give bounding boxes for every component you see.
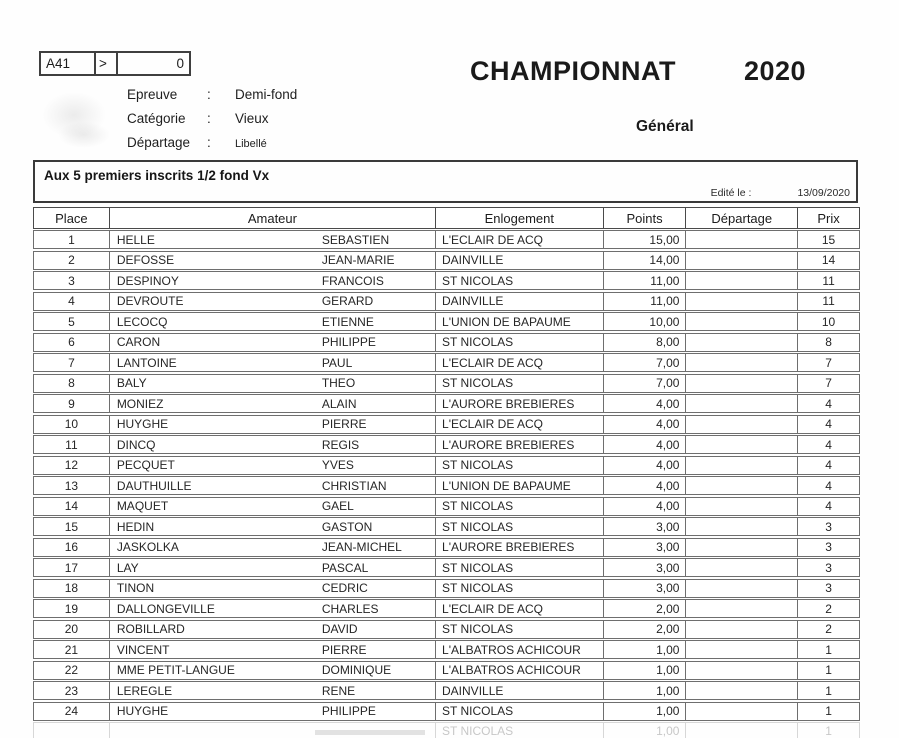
table-row — [33, 558, 860, 577]
prix-cell: 3 — [797, 539, 859, 556]
points-cell: 4,00 — [603, 395, 686, 412]
col-header-departage: Départage — [685, 208, 797, 228]
amateur-cell — [109, 539, 435, 556]
amateur-cell — [109, 580, 435, 597]
enlogement-cell: DAINVILLE — [435, 293, 603, 310]
title-year: 2020 — [743, 56, 807, 86]
meta-label: Catégorie — [127, 111, 186, 126]
place-cell: 18 — [64, 581, 79, 595]
firstname-text: PASCAL — [321, 560, 369, 575]
departage-cell — [685, 436, 797, 453]
prix-cell: 4 — [797, 395, 859, 412]
departage-cell — [685, 580, 797, 597]
meta-value: Libellé — [235, 138, 267, 150]
departage-cell — [685, 252, 797, 269]
points-cell: 11,00 — [603, 293, 686, 310]
place-cell: 23 — [64, 683, 79, 698]
enlogement-cell: ST NICOLAS — [435, 518, 603, 535]
table-rows — [33, 230, 860, 721]
place-cell: 21 — [64, 642, 79, 657]
departage-cell — [685, 354, 797, 371]
firstname-text: PIERRE — [321, 417, 367, 431]
place-cell: 17 — [64, 560, 79, 575]
table-row-partial — [33, 722, 860, 738]
firstname-text: CHRISTIAN — [321, 478, 387, 493]
meta-label: Départage — [127, 135, 191, 150]
place-cell: 9 — [68, 396, 75, 411]
departage-cell — [685, 313, 797, 330]
place-cell: 10 — [64, 417, 79, 431]
table-row — [33, 681, 860, 700]
points-cell: 4,00 — [603, 457, 686, 474]
col-header-amateur: Amateur — [109, 208, 435, 228]
points-cell: 4,00 — [603, 436, 686, 453]
place-cell: 1 — [68, 232, 75, 247]
table-row — [33, 435, 860, 454]
firstname-text: JEAN-MARIE — [321, 253, 395, 267]
section-header-box — [33, 160, 858, 203]
scan-smudge — [58, 122, 110, 148]
points-cell: 15,00 — [603, 231, 686, 248]
amateur-cell — [109, 682, 435, 699]
surname-text: HELLE — [116, 232, 155, 247]
points-cell: 3,00 — [603, 559, 686, 576]
table-row — [33, 599, 860, 618]
col-header-enlogement: Enlogement — [435, 208, 603, 228]
amateur-cell — [109, 375, 435, 392]
enlogement-cell: L'ECLAIR DE ACQ — [435, 354, 603, 371]
table-row — [33, 702, 860, 721]
enlogement-cell: L'AURORE BREBIERES — [435, 436, 603, 453]
page-subtitle: Général — [636, 118, 694, 135]
points-cell: 11,00 — [603, 272, 686, 289]
departage-cell — [685, 231, 797, 248]
departage-cell — [685, 272, 797, 289]
cell-ref-field: A41 — [46, 56, 71, 71]
table-row — [33, 640, 860, 659]
results-table — [33, 207, 860, 738]
amateur-cell — [109, 313, 435, 330]
firstname-text: PHILIPPE — [321, 704, 376, 718]
amateur-cell — [109, 416, 435, 433]
prix-cell: 10 — [797, 313, 859, 330]
points-cell: 1,00 — [603, 723, 686, 738]
points-cell: 2,00 — [603, 621, 686, 638]
amateur-cell — [109, 703, 435, 720]
amateur-cell — [109, 641, 435, 658]
place-cell: 7 — [68, 355, 75, 370]
enlogement-cell: ST NICOLAS — [435, 457, 603, 474]
prix-cell: 3 — [797, 518, 859, 535]
table-row — [33, 312, 860, 331]
table-row — [33, 456, 860, 475]
points-cell: 7,00 — [603, 375, 686, 392]
table-row — [33, 353, 860, 372]
table-row — [33, 394, 860, 413]
prix-cell: 4 — [797, 477, 859, 494]
departage-cell — [685, 477, 797, 494]
prix-cell: 7 — [797, 375, 859, 392]
departage-cell — [685, 723, 797, 738]
surname-text: LANTOINE — [116, 355, 177, 370]
prix-cell: 3 — [797, 559, 859, 576]
firstname-text: GERARD — [321, 294, 374, 308]
table-row — [33, 333, 860, 352]
meta-line-departage — [127, 131, 297, 155]
firstname-text: GASTON — [321, 519, 373, 534]
meta-line-categorie — [127, 107, 297, 131]
meta-colon: : — [207, 135, 211, 150]
amateur-cell — [109, 477, 435, 494]
prix-cell: 3 — [797, 580, 859, 597]
amateur-cell — [109, 518, 435, 535]
place-cell: 13 — [64, 478, 79, 493]
prix-cell: 4 — [797, 457, 859, 474]
departage-cell — [685, 457, 797, 474]
meta-value: Demi-fond — [235, 87, 298, 102]
page-title — [470, 56, 806, 87]
place-cell: 14 — [64, 499, 79, 513]
departage-cell — [685, 662, 797, 679]
points-cell: 4,00 — [603, 498, 686, 515]
points-cell: 4,00 — [603, 477, 686, 494]
place-cell: 22 — [64, 663, 79, 677]
place-cell: 6 — [68, 335, 75, 349]
departage-cell — [685, 375, 797, 392]
surname-text: DEFOSSE — [116, 253, 175, 267]
points-cell: 14,00 — [603, 252, 686, 269]
place-cell: 4 — [68, 294, 75, 308]
amateur-cell — [109, 334, 435, 351]
amateur-cell — [109, 662, 435, 679]
table-row — [33, 374, 860, 393]
departage-cell — [685, 416, 797, 433]
illegible-text — [315, 730, 425, 735]
points-cell: 1,00 — [603, 703, 686, 720]
departage-cell — [685, 518, 797, 535]
prix-cell: 2 — [797, 600, 859, 617]
amateur-cell — [109, 436, 435, 453]
enlogement-cell: ST NICOLAS — [435, 723, 603, 738]
points-cell: 10,00 — [603, 313, 686, 330]
prix-cell: 1 — [797, 682, 859, 699]
edited-label: Edité le : — [710, 187, 752, 199]
col-header-points: Points — [603, 208, 686, 228]
prix-cell: 7 — [797, 354, 859, 371]
prix-cell: 1 — [797, 662, 859, 679]
enlogement-cell: ST NICOLAS — [435, 498, 603, 515]
amateur-cell — [109, 498, 435, 515]
firstname-text: ETIENNE — [321, 314, 374, 329]
surname-text: ROBILLARD — [116, 622, 185, 636]
surname-text: DEVROUTE — [116, 294, 184, 308]
departage-cell — [685, 641, 797, 658]
meta-value: Vieux — [235, 111, 269, 126]
surname-text: VINCENT — [116, 642, 170, 657]
surname-text: BALY — [116, 376, 147, 390]
firstname-text: REGIS — [321, 437, 360, 452]
enlogement-cell: ST NICOLAS — [435, 272, 603, 289]
table-row — [33, 476, 860, 495]
table-row — [33, 620, 860, 639]
firstname-text: ALAIN — [321, 396, 357, 411]
firstname-text: PIERRE — [321, 642, 367, 657]
firstname-text: GAEL — [321, 499, 354, 513]
enlogement-cell: L'ECLAIR DE ACQ — [435, 416, 603, 433]
col-header-prix: Prix — [797, 208, 859, 228]
enlogement-cell: L'AURORE BREBIERES — [435, 395, 603, 412]
departage-cell — [685, 621, 797, 638]
place-cell: 24 — [64, 704, 79, 718]
prix-cell: 4 — [797, 436, 859, 453]
place-cell: 3 — [68, 273, 75, 288]
enlogement-cell: ST NICOLAS — [435, 334, 603, 351]
firstname-text: JEAN-MICHEL — [321, 540, 402, 554]
enlogement-cell: ST NICOLAS — [435, 621, 603, 638]
points-cell: 3,00 — [603, 539, 686, 556]
prix-cell: 1 — [797, 723, 859, 738]
points-cell: 3,00 — [603, 580, 686, 597]
firstname-text: DAVID — [321, 622, 358, 636]
place-cell: 15 — [64, 519, 79, 534]
prix-cell: 4 — [797, 416, 859, 433]
amateur-cell — [109, 252, 435, 269]
prix-cell: 1 — [797, 703, 859, 720]
surname-text: MONIEZ — [116, 396, 164, 411]
firstname-text: YVES — [321, 458, 354, 472]
enlogement-cell: L'UNION DE BAPAUME — [435, 313, 603, 330]
enlogement-cell: ST NICOLAS — [435, 559, 603, 576]
place-cell: 8 — [68, 376, 75, 390]
firstname-text: PHILIPPE — [321, 335, 376, 349]
firstname-text: DOMINIQUE — [321, 663, 392, 677]
surname-text: DALLONGEVILLE — [116, 601, 215, 616]
place-cell — [34, 723, 109, 738]
surname-text: PECQUET — [116, 458, 175, 472]
points-cell: 1,00 — [603, 682, 686, 699]
departage-cell — [685, 498, 797, 515]
prix-cell: 11 — [797, 272, 859, 289]
firstname-text: THEO — [321, 376, 356, 390]
edited-date: 13/09/2020 — [797, 187, 850, 199]
departage-cell — [685, 703, 797, 720]
table-row — [33, 517, 860, 536]
departage-cell — [685, 682, 797, 699]
meta-colon: : — [207, 111, 211, 126]
surname-text: HUYGHE — [116, 704, 169, 718]
place-cell: 11 — [65, 437, 78, 452]
points-cell: 1,00 — [603, 641, 686, 658]
enlogement-cell: L'AURORE BREBIERES — [435, 539, 603, 556]
surname-text: JASKOLKA — [116, 540, 179, 554]
enlogement-cell: DAINVILLE — [435, 252, 603, 269]
surname-text: DINCQ — [116, 437, 156, 452]
enlogement-cell: DAINVILLE — [435, 682, 603, 699]
enlogement-cell: ST NICOLAS — [435, 375, 603, 392]
surname-text: LAY — [116, 560, 139, 575]
table-row — [33, 292, 860, 311]
edited-line — [711, 187, 850, 199]
amateur-cell — [109, 559, 435, 576]
departage-cell — [685, 293, 797, 310]
amateur-cell — [109, 600, 435, 617]
place-cell: 20 — [64, 622, 79, 636]
amateur-cell — [109, 395, 435, 412]
prix-cell: 11 — [797, 293, 859, 310]
prix-cell: 1 — [797, 641, 859, 658]
meta-colon: : — [207, 87, 211, 102]
enlogement-cell: ST NICOLAS — [435, 703, 603, 720]
place-cell: 16 — [64, 540, 79, 554]
amateur-cell — [109, 354, 435, 371]
points-cell: 1,00 — [603, 662, 686, 679]
firstname-text: CEDRIC — [321, 581, 368, 595]
table-row — [33, 230, 860, 249]
surname-text: TINON — [116, 581, 155, 595]
surname-text: HEDIN — [116, 519, 155, 534]
enlogement-cell: L'ECLAIR DE ACQ — [435, 231, 603, 248]
departage-cell — [685, 559, 797, 576]
points-cell: 7,00 — [603, 354, 686, 371]
surname-text: MAQUET — [116, 499, 169, 513]
report-meta — [127, 83, 297, 155]
section-title: Aux 5 premiers inscrits 1/2 fond Vx — [44, 168, 270, 183]
title-text: CHAMPIONNAT — [470, 56, 676, 86]
table-row — [33, 251, 860, 270]
col-header-place: Place — [55, 210, 88, 226]
table-row — [33, 538, 860, 557]
amateur-cell — [109, 231, 435, 248]
amateur-cell — [109, 293, 435, 310]
cell-value-field: 0 — [116, 53, 189, 74]
firstname-text: SEBASTIEN — [321, 232, 390, 247]
prix-cell: 8 — [797, 334, 859, 351]
enlogement-cell: L'UNION DE BAPAUME — [435, 477, 603, 494]
prix-cell: 2 — [797, 621, 859, 638]
points-cell: 4,00 — [603, 416, 686, 433]
surname-text: DESPINOY — [116, 273, 179, 288]
prix-cell: 14 — [797, 252, 859, 269]
amateur-cell — [109, 621, 435, 638]
enlogement-cell: ST NICOLAS — [435, 580, 603, 597]
table-row — [33, 497, 860, 516]
surname-text: DAUTHUILLE — [116, 478, 192, 493]
enlogement-cell: L'ALBATROS ACHICOUR — [435, 641, 603, 658]
amateur-cell — [109, 457, 435, 474]
points-cell: 8,00 — [603, 334, 686, 351]
surname-text: HUYGHE — [116, 417, 169, 431]
prix-cell: 4 — [797, 498, 859, 515]
operator-field: > — [94, 53, 116, 74]
place-cell: 5 — [68, 314, 75, 329]
departage-cell — [685, 600, 797, 617]
cell-reference-box — [39, 51, 191, 76]
amateur-cell — [109, 272, 435, 289]
meta-line-epreuve — [127, 83, 297, 107]
table-header-row — [33, 207, 860, 229]
meta-label: Epreuve — [127, 87, 178, 102]
enlogement-cell: L'ECLAIR DE ACQ — [435, 600, 603, 617]
table-row — [33, 415, 860, 434]
firstname-text: PAUL — [321, 355, 353, 370]
place-cell: 2 — [68, 253, 75, 267]
departage-cell — [685, 395, 797, 412]
table-row — [33, 271, 860, 290]
place-cell: 12 — [64, 458, 79, 472]
surname-text: CARON — [116, 335, 161, 349]
surname-text: MME PETIT-LANGUE — [116, 663, 235, 677]
table-row — [33, 579, 860, 598]
enlogement-cell: L'ALBATROS ACHICOUR — [435, 662, 603, 679]
firstname-text: FRANCOIS — [321, 273, 384, 288]
points-cell: 3,00 — [603, 518, 686, 535]
amateur-cell — [109, 723, 435, 738]
departage-cell — [685, 334, 797, 351]
points-cell: 2,00 — [603, 600, 686, 617]
surname-text: LECOCQ — [116, 314, 168, 329]
table-row — [33, 661, 860, 680]
surname-text: LEREGLE — [116, 683, 173, 698]
firstname-text: RENE — [321, 683, 356, 698]
departage-cell — [685, 539, 797, 556]
prix-cell: 15 — [797, 231, 859, 248]
place-cell: 19 — [64, 601, 79, 616]
firstname-text: CHARLES — [321, 601, 379, 616]
